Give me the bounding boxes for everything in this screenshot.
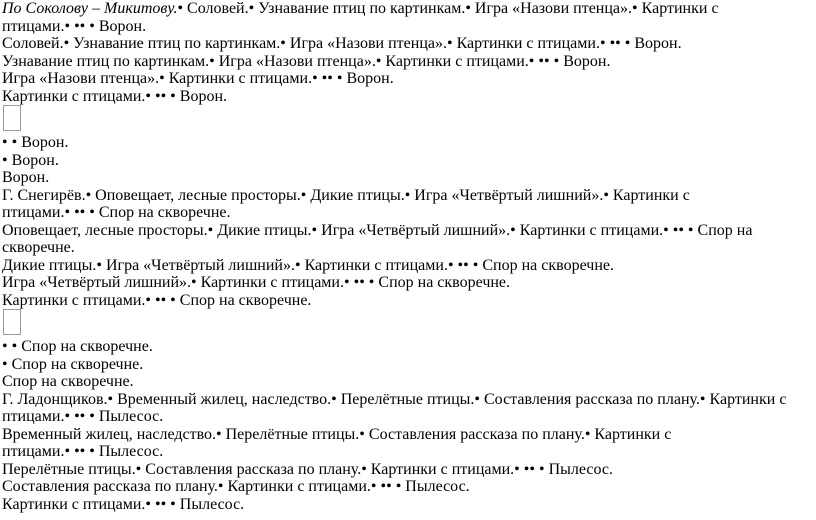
line-text: Узнавание птиц по картинкам.• Игра «Назови птенца».• Картинки с птицами.• •• • Ворон. <box>2 52 611 70</box>
text-line <box>2 257 816 275</box>
line-text: • Спор на скворечне. <box>2 355 144 373</box>
text-line <box>2 35 816 53</box>
text-line <box>2 152 816 170</box>
text-line <box>2 187 816 205</box>
line-text: птицами.• •• • Спор на скворечне. <box>2 204 231 221</box>
line-text: Игра «Назови птенца».• Картинки с птицами.• •• • Ворон. <box>2 70 394 87</box>
text-line <box>2 222 816 240</box>
text-line <box>2 0 816 18</box>
text-line <box>2 70 816 88</box>
text-line <box>2 461 816 479</box>
text-line <box>2 292 816 310</box>
line-text: скворечне. <box>2 239 75 256</box>
line-text: Г. Ладонщиков.• Временный жилец, наследство.• Перелётные птицы.• Составления рассказа по плану.• Картинки с <box>2 390 787 408</box>
line-text: Перелётные птицы.• Составления рассказа по плану.• Картинки с птицами.• •• • Пылесос. <box>2 460 613 478</box>
line-text: Игра «Четвёртый лишний».• Картинки с птицами.• •• • Спор на скворечне. <box>2 274 511 291</box>
text-line <box>2 443 816 461</box>
text-line <box>2 18 816 36</box>
author-attribution: По Соколову – Микитову. <box>2 0 178 17</box>
text-line <box>2 478 816 496</box>
text-line <box>2 356 816 374</box>
line-text: Временный жилец, наследство.• Перелётные птицы.• Составления рассказа по плану.• Картинки с <box>2 425 672 443</box>
line-text: Дикие птицы.• Игра «Четвёртый лишний».• Картинки с птицами.• •• • Спор на скворечне. <box>2 256 614 274</box>
text-line <box>2 373 816 391</box>
placeholder-box <box>3 309 21 335</box>
text-line <box>2 408 816 426</box>
text-line <box>2 134 816 152</box>
text-line <box>2 426 816 444</box>
text-line <box>2 169 816 187</box>
line-text: • • Ворон. <box>2 134 69 151</box>
line-text: птицами.• •• • Ворон. <box>2 17 147 35</box>
line-text: • Ворон. <box>2 151 59 169</box>
text-line <box>2 88 816 106</box>
line-text: • Соловей.• Узнавание птиц по картинкам.• Игра «Назови птенца».• Картинки с <box>177 0 719 17</box>
line-text: • • Спор на скворечне. <box>2 338 153 355</box>
placeholder-box <box>3 105 21 131</box>
text-line <box>2 338 816 356</box>
line-text: Ворон. <box>2 169 50 186</box>
text-line <box>2 239 816 257</box>
text-line <box>2 204 816 222</box>
text-line <box>2 274 816 292</box>
line-text: Спор на скворечне. <box>2 373 134 390</box>
line-text: Г. Снегирёв.• Оповещает, лесные просторы.• Дикие птицы.• Игра «Четвёртый лишний».• Картинки с <box>2 186 690 204</box>
line-text: Оповещает, лесные просторы.• Дикие птицы.• Игра «Четвёртый лишний».• Картинки с птицами.• •• • Спор на <box>2 221 753 239</box>
line-text: птицами.• •• • Пылесос. <box>2 443 164 460</box>
text-line <box>2 53 816 71</box>
line-text: Соловей.• Узнавание птиц по картинкам.• Игра «Назови птенца».• Картинки с птицами.• •• • Ворон. <box>2 35 682 52</box>
line-text: Составления рассказа по плану.• Картинки с птицами.• •• • Пылесос. <box>2 478 470 495</box>
line-text: птицами.• •• • Пылесос. <box>2 408 164 425</box>
text-line <box>2 496 816 514</box>
line-text: Картинки с птицами.• •• • Ворон. <box>2 87 228 105</box>
line-text: Картинки с птицами.• •• • Пылесос. <box>2 495 245 513</box>
text-line <box>2 391 816 409</box>
line-text: Картинки с птицами.• •• • Спор на скворечне. <box>2 291 312 309</box>
